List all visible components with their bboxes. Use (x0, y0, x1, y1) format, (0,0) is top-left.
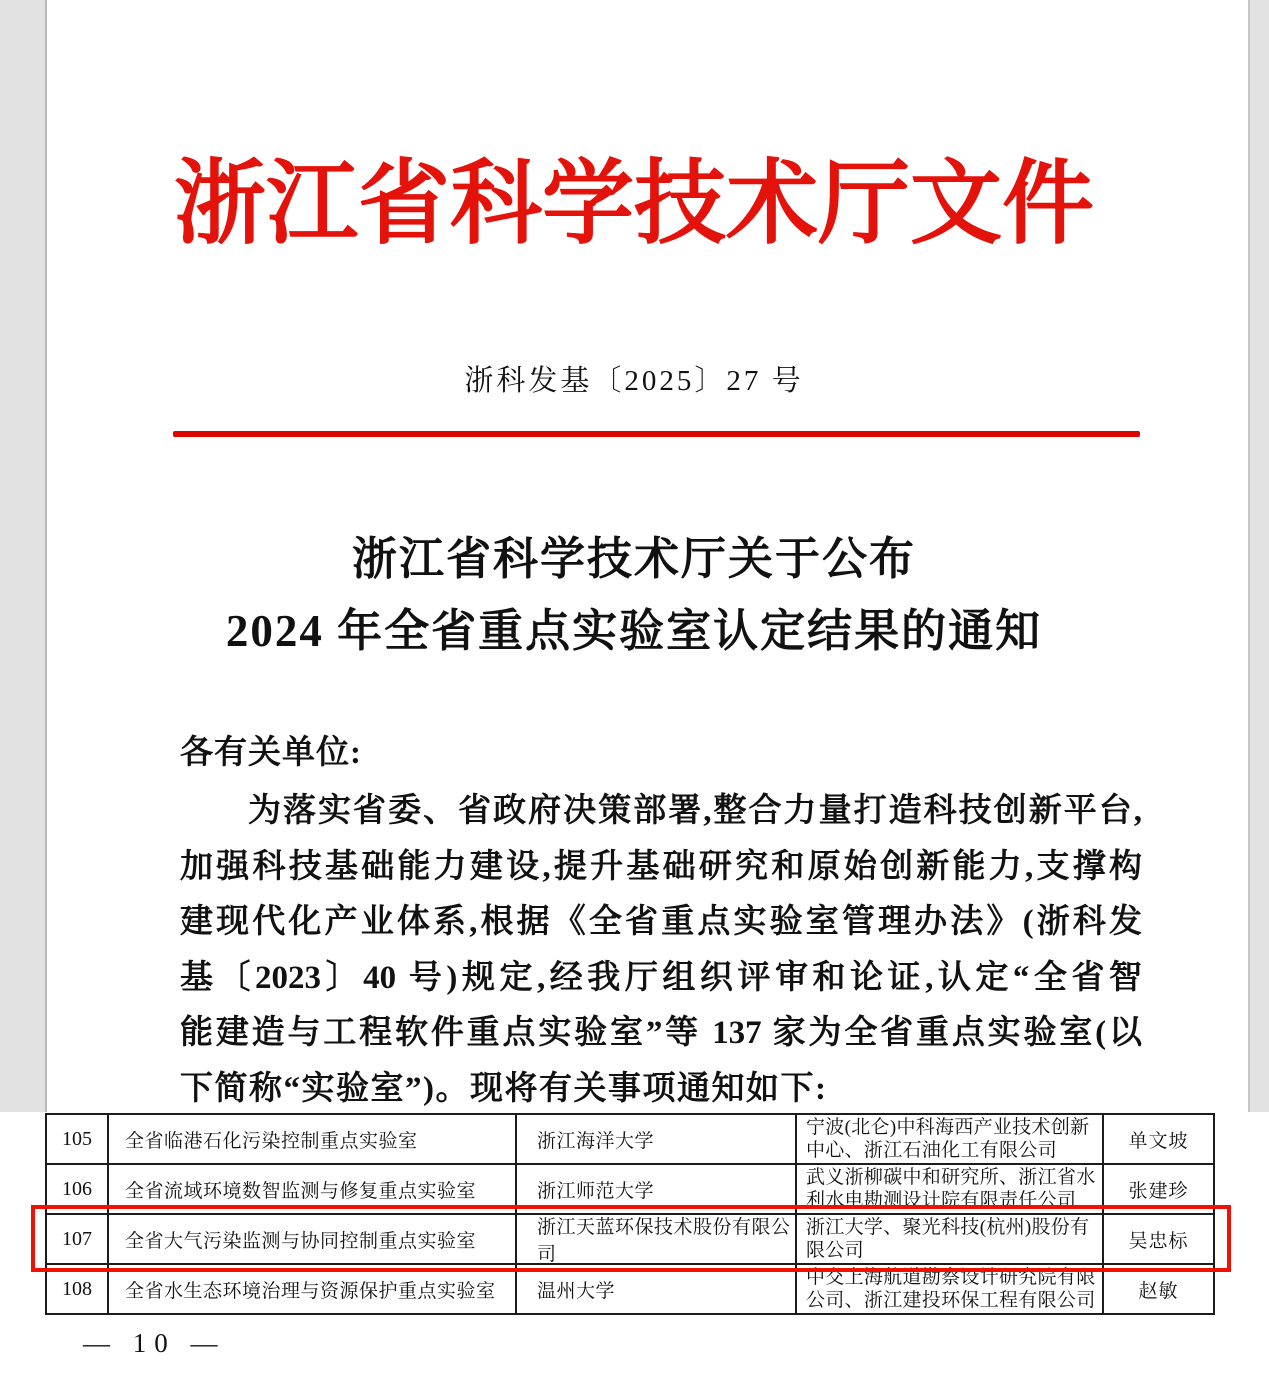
scan-margin-left (0, 0, 47, 1112)
table-cell-lab-name: 全省水生态环境治理与资源保护重点实验室 (109, 1265, 517, 1315)
scan-margin-right (1248, 0, 1269, 1112)
table-cell-lab-name: 全省临港石化污染控制重点实验室 (109, 1115, 517, 1165)
salutation: 各有关单位: (180, 735, 362, 771)
table-cell-partners: 浙江大学、聚光科技(杭州)股份有限公司 (797, 1215, 1104, 1265)
table-cell-director: 张建珍 (1104, 1165, 1215, 1215)
table-cell-lab-name: 全省大气污染监测与协同控制重点实验室 (109, 1215, 517, 1265)
table-cell-director: 赵敏 (1104, 1265, 1215, 1315)
lab-results-table (45, 1113, 1215, 1315)
table-cell-institution: 浙江师范大学 (517, 1165, 797, 1215)
body-line: 能建造与工程软件重点实验室”等 137 家为全省重点实验室(以 (180, 1015, 1142, 1051)
red-separator-rule (173, 431, 1140, 437)
table-cell-institution: 浙江天蓝环保技术股份有限公司 (517, 1215, 797, 1265)
document-number: 浙科发基〔2025〕27 号 (464, 365, 804, 397)
body-line: 下简称“实验室”)。现将有关事项通知如下: (180, 1070, 828, 1107)
table-cell-lab-name: 全省流域环境数智监测与修复重点实验室 (109, 1165, 517, 1215)
letterhead-title: 浙江省科学技术厅文件 (173, 153, 1094, 255)
table-cell-institution: 温州大学 (517, 1265, 797, 1315)
body-paragraph (180, 784, 1142, 1117)
table-cell-director: 吴忠标 (1104, 1215, 1215, 1265)
page-number: — 10 — (83, 1328, 226, 1358)
table-cell-number: 108 (47, 1265, 109, 1315)
body-line: 加强科技基础能力建设,提升基础研究和原始创新能力,支撑构 (180, 848, 1142, 885)
table-cell-institution: 浙江海洋大学 (517, 1115, 797, 1165)
table-cell-partners: 宁波(北仑)中科海西产业技术创新中心、浙江石油化工有限公司 (797, 1115, 1104, 1165)
table-cell-number: 105 (47, 1115, 109, 1165)
table-cell-partners: 中交上海航道勘察设计研究院有限公司、浙江建投环保工程有限公司 (797, 1265, 1104, 1315)
table-cell-partners: 武义浙柳碳中和研究所、浙江省水利水电勘测设计院有限责任公司 (797, 1165, 1104, 1215)
notice-title-line1: 浙江省科学技术厅关于公布 (351, 534, 916, 584)
table-cell-number: 106 (47, 1165, 109, 1215)
body-line: 建现代化产业体系,根据《全省重点实验室管理办法》(浙科发 (180, 904, 1142, 940)
body-line: 为落实省委、省政府决策部署,整合力量打造科技创新平台, (248, 793, 1142, 829)
table-cell-director: 单文坡 (1104, 1115, 1215, 1165)
notice-title-line2: 2024 年全省重点实验室认定结果的通知 (225, 606, 1043, 656)
body-line: 基〔2023〕40 号)规定,经我厅组织评审和论证,认定“全省智 (180, 959, 1142, 996)
table-cell-number: 107 (47, 1215, 109, 1265)
